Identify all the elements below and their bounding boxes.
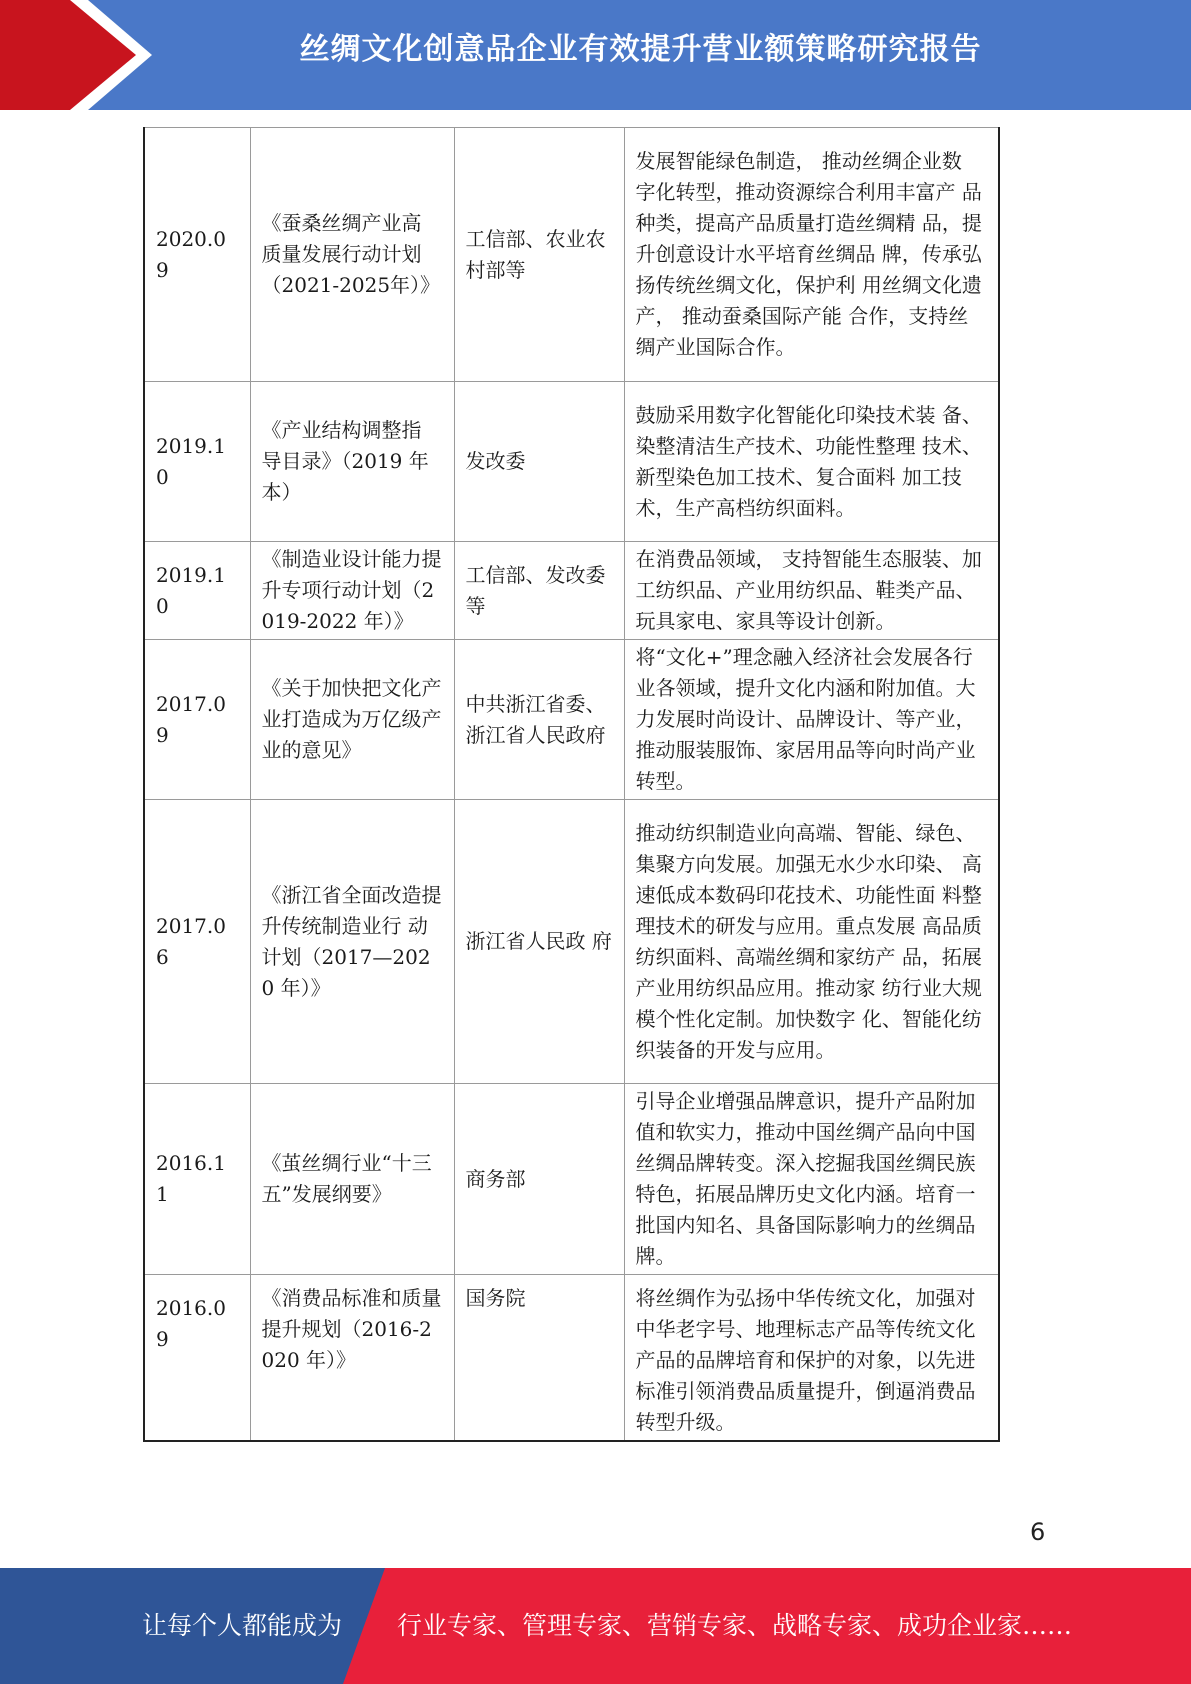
date-cell: 2017.09	[144, 640, 250, 800]
document-cell: 《产业结构调整指 导目录》（2019 年 本）	[250, 382, 454, 542]
page-number: 6	[1030, 1518, 1046, 1546]
table-row	[144, 542, 999, 640]
document-cell: 《浙江省全面改造提升传统制造业行 动计划（2017—2020 年）》	[250, 800, 454, 1084]
document-cell: 《关于加快把文化产业打造成为万亿级产业的意见》	[250, 640, 454, 800]
header-banner	[0, 0, 1191, 110]
document-cell: 《消费品标准和质量提升规划（2016-2020 年）》	[250, 1275, 454, 1442]
content-cell: 引导企业增强品牌意识，提升产品附加值和软实力，推动中国丝绸产品向中国丝绸品牌转变。深入挖掘我国丝绸民族特色，拓展品牌历史文化内涵。培育一批国内知名、具备国际影响力的丝绸品牌。	[624, 1084, 999, 1275]
content-cell: 在消费品领域， 支持智能生态服装、加工纺织品、产业用纺织品、鞋类产品、玩具家电、家具等设计创新。	[624, 542, 999, 640]
document-cell: 《茧丝绸行业“十三五”发展纲要》	[250, 1084, 454, 1275]
chevron-decoration-icon	[0, 0, 160, 110]
issuer-cell: 工信部、农业农村部等	[454, 128, 624, 382]
document-cell: 《制造业设计能力提升专项行动计划（2019-2022 年）》	[250, 542, 454, 640]
table-row	[144, 800, 999, 1084]
date-cell: 2016.09	[144, 1275, 250, 1442]
date-cell: 2016.11	[144, 1084, 250, 1275]
footer-slogan-right: 行业专家、管理专家、营销专家、战略专家、成功企业家……	[397, 1611, 1073, 1640]
issuer-cell: 发改委	[454, 382, 624, 542]
issuer-cell: 浙江省人民政 府	[454, 800, 624, 1084]
policy-table	[143, 127, 1000, 1442]
content-cell: 将“文化+”理念融入经济社会发展各行 业各领域，提升文化内涵和附加值。大 力发展时尚设计、品牌设计、等产业， 推动服装服饰、家居用品等向时尚产业 转型。	[624, 640, 999, 800]
issuer-cell: 中共浙江省委、浙江省人民政府	[454, 640, 624, 800]
content-cell: 发展智能绿色制造， 推动丝绸企业数 字化转型，推动资源综合利用丰富产 品种类，提高产品质量打造丝绸精 品，提升创意设计水平培育丝绸品 牌，传承弘扬传统丝绸文化，保护利 用丝绸文化遗产， 推动蚕桑国际产能 合作，支持丝绸产业国际合作。	[624, 128, 999, 382]
date-cell: 2019.10	[144, 542, 250, 640]
date-cell: 2020.09	[144, 128, 250, 382]
report-title: 丝绸文化创意品企业有效提升营业额策略研究报告	[299, 32, 982, 67]
footer-slogan-left: 让每个人都能成为	[142, 1611, 343, 1640]
content-cell: 将丝绸作为弘扬中华传统文化，加强对中华老字号、地理标志产品等传统文化产品的品牌培育和保护的对象，以先进标准引领消费品质量提升，倒逼消费品转型升级。	[624, 1275, 999, 1442]
date-cell: 2019.10	[144, 382, 250, 542]
document-cell: 《蚕桑丝绸产业高 质量发展行动计划（2021-2025年）》	[250, 128, 454, 382]
footer-banner	[0, 1568, 1191, 1684]
issuer-cell: 国务院	[454, 1275, 624, 1442]
table-row	[144, 1084, 999, 1275]
table-row	[144, 128, 999, 382]
content-cell: 推动纺织制造业向高端、智能、绿色、 集聚方向发展。加强无水少水印染、 高速低成本数码印花技术、功能性面 料整理技术的研发与应用。重点发展 高品质纺织面料、高端丝绸和家纺产 品，拓展产业用纺织品应用。推动家 纺行业大规模个性化定制。加快数字 化、智能化纺织装备的开发与应用。	[624, 800, 999, 1084]
table-row	[144, 1275, 999, 1442]
content-cell: 鼓励采用数字化智能化印染技术装 备、染整清洁生产技术、功能性整理 技术、新型染色加工技术、复合面料 加工技术，生产高档纺织面料。	[624, 382, 999, 542]
issuer-cell: 商务部	[454, 1084, 624, 1275]
issuer-cell: 工信部、发改委等	[454, 542, 624, 640]
table-row	[144, 640, 999, 800]
date-cell: 2017.06	[144, 800, 250, 1084]
table-row	[144, 382, 999, 542]
